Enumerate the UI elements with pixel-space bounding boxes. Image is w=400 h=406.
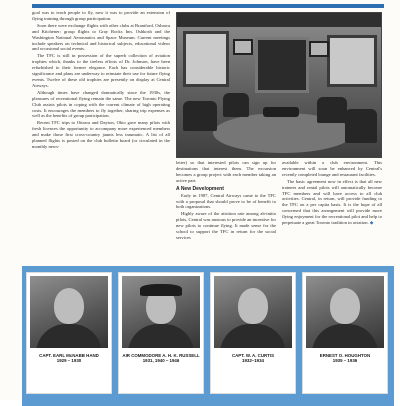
portrait-caption bbox=[121, 353, 201, 364]
paragraph: goal was to teach people to fly, now it was to provide an extension of flying training through group participation. bbox=[32, 10, 170, 21]
portrait-years: 1932–1934 bbox=[242, 358, 264, 364]
paragraph: Soon there were exchange flights with other clubs at Brantford, Oshawa and Kitchener; group flights to Gray Rocks Inn, Oshkosh and the Washington National Aeronautics and Space Museum. Current meetings include speakers on technical and historical subjects, educational videos and occasional social events. bbox=[32, 22, 170, 52]
paragraph: available within a club environment. This environment will soon be enhanced by Central's recently completed lounge and restaurant facilities. bbox=[282, 160, 382, 177]
paragraph-text: The basic agreement now in effect is that all new trainees and rental pilots will automatically become TFC members and will have access to all club activities. Central, in return, will provide funding to the TFC on a per capita basis. It is the hope of all concerned that this arrangement will provide more flying enjoyment for the recreational pilot and help to perpetuate a great Toronto tradition in aviation. bbox=[282, 178, 382, 226]
column-left bbox=[32, 10, 170, 151]
portrait-caption bbox=[213, 353, 293, 364]
portrait-caption bbox=[305, 353, 385, 364]
portrait-card bbox=[26, 272, 112, 394]
column-middle bbox=[176, 160, 276, 242]
top-accent-bar bbox=[32, 4, 384, 8]
portrait-card bbox=[210, 272, 296, 394]
portrait-photo bbox=[306, 276, 384, 348]
paragraph: Highly aware of the attrition rate among ab-initio pilots, Central was anxious to provide an incentive for new pilots to continue flying. It made sense for the school to support the TFC in return for the social services bbox=[176, 211, 276, 240]
portrait-card bbox=[118, 272, 204, 394]
portrait-photo bbox=[214, 276, 292, 348]
portrait-years: 1935 – 1936 bbox=[332, 358, 358, 364]
portrait-caption bbox=[29, 353, 109, 364]
paragraph: Recent TFC trips to Ottawa and Dayton, Ohio gave many pilots with fresh licences the opportunity to accompany more experienced members and make those first cross-country jaunts less traumatic. A list of all planned flights is posted on the club bulletin board (or circulated in the monthly news- bbox=[32, 120, 170, 149]
paragraph: Although times have changed dramatically since the 1930s, the pleasures of recreational flying remain the same. The new Toronto Flying Club assists pilots in coping with the current climate of high operating costs. It encourages the members to fly together, sharing trip expenses as well as the benefits of group participation. bbox=[32, 89, 170, 119]
portrait-years: 1929 – 1930 bbox=[56, 358, 82, 364]
lounge-photograph bbox=[176, 12, 382, 158]
portrait-photo bbox=[30, 276, 108, 348]
section-heading: A New Development bbox=[176, 185, 224, 192]
paragraph: The TFC is still in possession of the superb collection of aviation trophies which, thanks to the tireless efforts of Dr. Johnson, have been refurbished to their former elegance. Each has considerable historic significance and plans are underway to reinstate their use for future flying events. Twelve of these old trophies are presently on display at Central Airways. bbox=[32, 53, 170, 88]
portrait-name: ERNEST O. HOUGHTON bbox=[319, 353, 371, 358]
portrait-years: 1931, 1940 – 1946 bbox=[142, 358, 180, 364]
past-presidents-portraits bbox=[22, 266, 394, 406]
column-right bbox=[282, 160, 382, 227]
portrait-photo bbox=[122, 276, 200, 348]
portrait-card bbox=[302, 272, 388, 394]
portrait-name: CAPT. EARL McNABB HAND bbox=[39, 353, 99, 358]
paragraph bbox=[282, 179, 382, 226]
end-mark-icon: ◆ bbox=[369, 220, 374, 226]
portrait-name: AIR COMMODORE A. H. K. RUSSELL bbox=[122, 353, 200, 358]
paragraph: Early in 1987, Central Airways came to the TFC with a proposal that should prove to be of benefit to both organizations. bbox=[176, 192, 276, 210]
portrait-name: CAPT. W. A. CURTIS bbox=[231, 353, 275, 358]
paragraph: letter) so that interested pilots can sign up for destinations that interest them. The excursion becomes a group project with each member taking an active part. bbox=[176, 160, 276, 183]
